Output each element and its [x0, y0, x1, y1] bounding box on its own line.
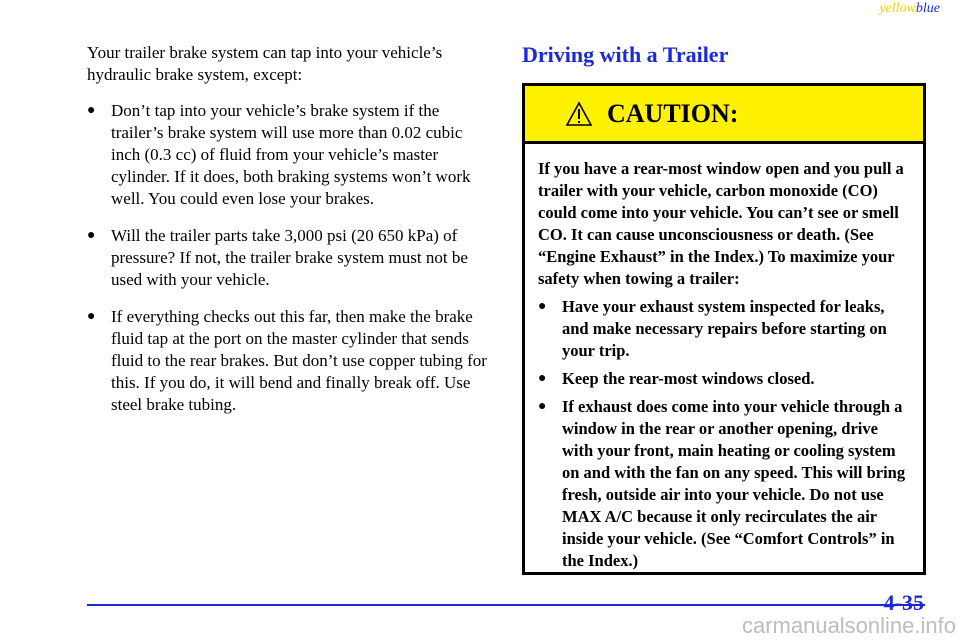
caution-body: [525, 144, 923, 572]
caution-label: CAUTION:: [607, 98, 739, 128]
brake-bullet-list: [87, 100, 495, 416]
list-item: [538, 296, 913, 362]
bullet-icon: ●: [538, 299, 547, 314]
list-item-text: If exhaust does come into your vehicle through a window in the rear or another opening, drive with your front, main heating or cooling system on and with the fan on any speed. This will bring fresh, outside air into your vehicle. Do not use MAX A/C because it only recirculates the air inside your vehicle. (See “Comfort Controls” in the Index.): [562, 397, 906, 570]
caution-header: [525, 86, 923, 144]
left-column: [87, 42, 495, 431]
list-item: [87, 225, 495, 291]
list-item: [87, 100, 495, 210]
warning-triangle-icon: [565, 101, 593, 127]
color-tag-yellow: yellow: [879, 1, 916, 16]
caution-bullet-list: [538, 296, 913, 572]
caution-intro: If you have a rear-most window open and you pull a trailer with your vehicle, carbon monoxide (CO) could come into your vehicle. You can’t see or smell CO. It can cause unconsciousness or death. (See “Engine Exhaust” in the Index.) To maximize your safety when towing a trailer:: [538, 159, 904, 288]
list-item: [538, 396, 913, 572]
color-tag: [879, 0, 940, 18]
watermark-logo: carmanualsonline.info: [741, 613, 956, 638]
bullet-icon: ●: [538, 371, 547, 386]
list-item-text: If everything checks out this far, then make the brake fluid tap at the port on the master cylinder that sends fluid to the rear brakes. But don’t use copper tubing for this. If you do, it will bend and finally break off. Use steel brake tubing.: [111, 307, 487, 414]
bullet-icon: ●: [87, 103, 96, 118]
color-tag-blue: blue: [915, 1, 940, 16]
list-item-text: Keep the rear-most windows closed.: [562, 369, 815, 388]
list-item-text: Will the trailer parts take 3,000 psi (20 650 kPa) of pressure? If not, the trailer brake system must not be used with your vehicle.: [111, 226, 468, 289]
list-item: [538, 368, 913, 390]
bullet-icon: ●: [87, 228, 96, 243]
bullet-icon: ●: [538, 399, 547, 414]
caution-box: [522, 83, 926, 575]
footer-rule: [87, 604, 925, 606]
list-item-text: Have your exhaust system inspected for leaks, and make necessary repairs before starting on your trip.: [562, 297, 887, 360]
bullet-icon: ●: [87, 309, 96, 324]
list-item: [87, 306, 495, 416]
section-title: Driving with a Trailer: [522, 42, 729, 67]
list-item-text: Don’t tap into your vehicle’s brake system if the trailer’s brake system will use more than 0.02 cubic inch (0.3 cc) of fluid from your vehicle’s master cylinder. If it does, both braking systems won’t work well. You could even lose your brakes.: [111, 101, 471, 208]
intro-paragraph: Your trailer brake system can tap into your vehicle’s hydraulic brake system, except:: [87, 43, 443, 84]
page-number: 4-35: [883, 590, 924, 615]
